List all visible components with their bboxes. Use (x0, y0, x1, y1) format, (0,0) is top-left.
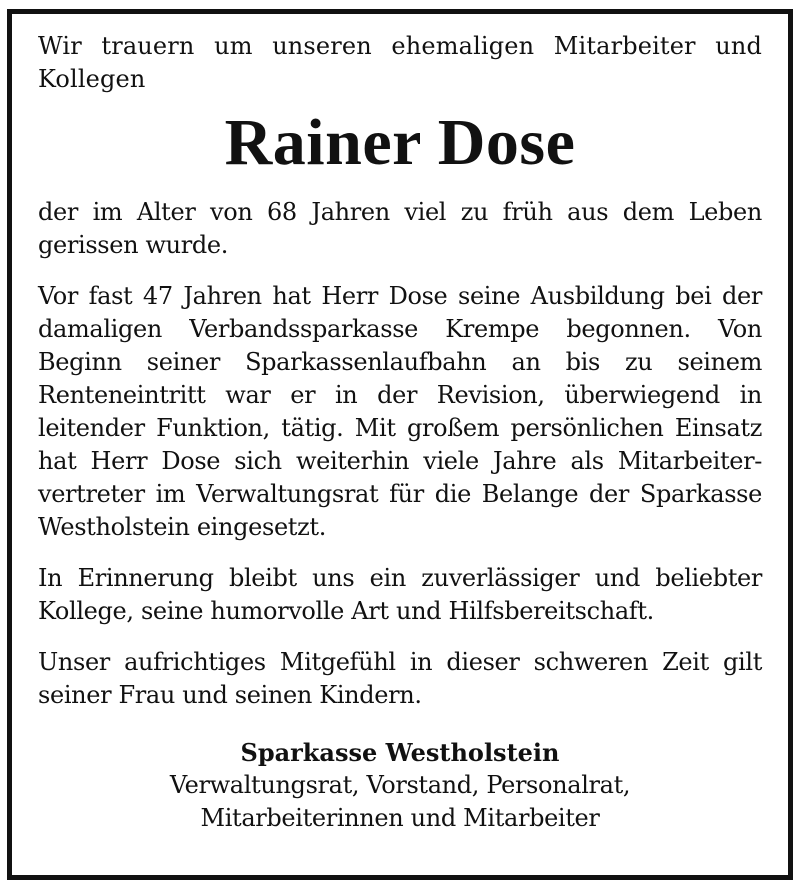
age-text: der im Alter von 68 Jahren viel zu früh aus dem Leben gerissen wurde. (38, 198, 762, 259)
signature-line-2: Mitarbeiterinnen und Mitarbeiter (200, 804, 600, 832)
condolence-text: Unser aufrichtiges Mitgefühl in dieser schweren Zeit gilt seiner Frau und seinen Kindern. (38, 648, 762, 709)
career-text: Vor fast 47 Jahren hat Herr Dose seine Ausbildung bei der damaligen Verbandssparkasse Krempe begonnen. Von Beginn seiner Sparkassenlaufbahn an bis zu seinem Renteneintritt war er in der Revision, überwiegend in leitender Funktion, tätig. Mit großem persönlichen Einsatz hat Herr Dose sich weiterhin viele Jahre als Mitarbeiter-vertreter im Verwaltungsrat für die Belange der Sparkasse Westholstein eingesetzt. (38, 282, 762, 541)
memory-text: In Erinnerung bleibt uns ein zuverlässiger und beliebter Kollege, seine humorvolle Art und Hilfsbereitschaft. (38, 564, 762, 625)
intro-text: Wir trauern um unseren ehemaligen Mitarbeiter und Kollegen (38, 32, 762, 93)
deceased-name: Rainer Dose (224, 106, 576, 179)
obituary-notice (38, 30, 762, 835)
signature-line-1: Verwaltungsrat, Vorstand, Personalrat, (169, 771, 631, 799)
signature-organization: Sparkasse Westholstein (240, 738, 560, 767)
signature-block (38, 736, 762, 835)
